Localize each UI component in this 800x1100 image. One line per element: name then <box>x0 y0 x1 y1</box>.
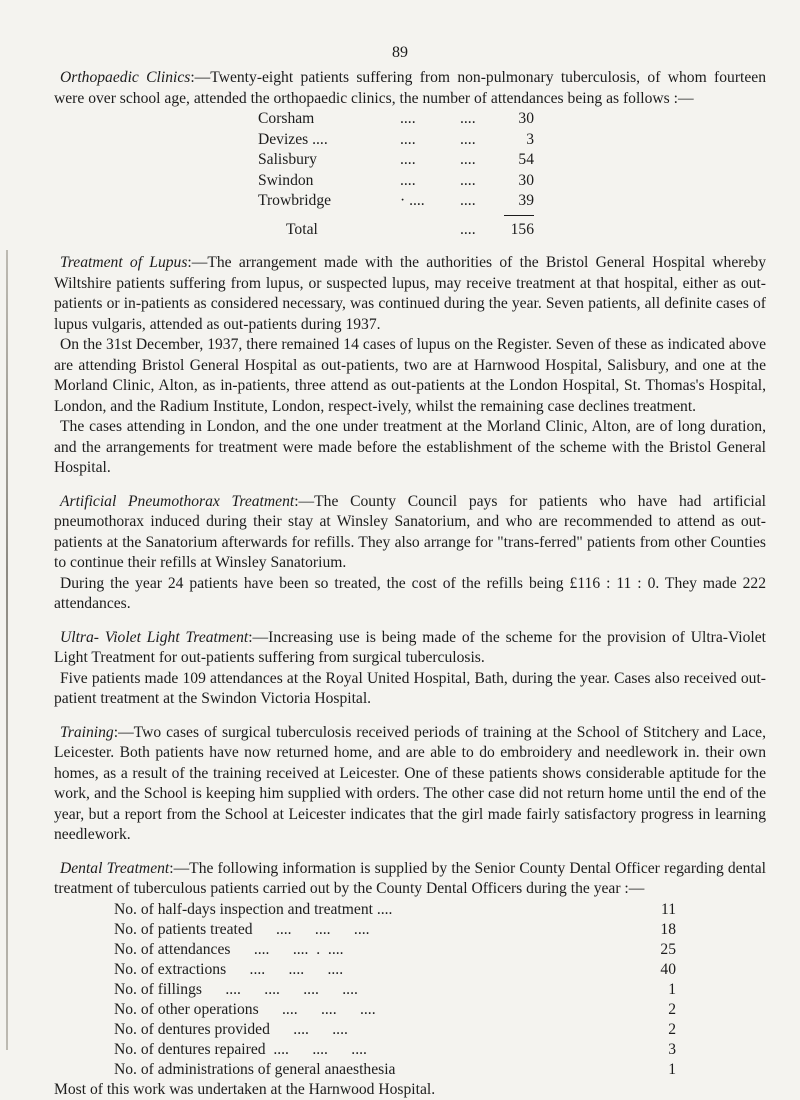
dental-item-label: No. of fillings .... .... .... .... <box>114 980 652 1000</box>
pneumothorax-heading: Artificial Pneumothorax Treatment <box>60 493 294 510</box>
table-row <box>114 980 676 1000</box>
dental-closing-line: Most of this work was undertaken at the Harnwood Hospital. <box>54 1080 766 1100</box>
attendance-value: 30 <box>504 171 534 192</box>
table-row <box>114 1060 676 1080</box>
leader-dots: .... <box>460 130 504 151</box>
document-body <box>54 68 766 1100</box>
dental-item-value: 2 <box>652 1000 676 1020</box>
lupus-text: :—The arrangement made with the authorities of the Bristol General Hospital whereby Wiltshire patients suffering from lupus, or suspected lupus, may receive treatment at that hospital, either as out-patients or in-patients as considered necessary, was continued during the year. Seven patients, all definite cases of lupus vulgaris, attended as out-patients during 1937. <box>54 254 766 333</box>
ultraviolet-paragraph <box>54 628 766 669</box>
attendance-value: 3 <box>504 130 534 151</box>
table-row <box>258 150 534 171</box>
dental-item-value: 18 <box>652 920 676 940</box>
dental-item-value: 3 <box>652 1040 676 1060</box>
dental-item-label: No. of dentures provided .... .... <box>114 1020 652 1040</box>
dental-item-value: 1 <box>652 980 676 1000</box>
lupus-register-paragraph: On the 31st December, 1937, there remained 14 cases of lupus on the Register. Seven of these as indicated above are attending Bristol General Hospital as out-patients, two are at Harnwood Hospital, Salisbury, and one at the Morland Clinic, Alton, as in-patients, three attend as out-patients at the London Hospital, St. Thomas's Hospital, London, and the Radium Institute, London, respect-ively, whilst the remaining case declines treatment. <box>54 335 766 417</box>
clinic-name: Corsham <box>258 109 400 130</box>
dental-heading: Dental Treatment <box>60 860 169 877</box>
table-row <box>114 1000 676 1020</box>
dental-item-label: No. of half-days inspection and treatment .... <box>114 900 652 920</box>
attendance-value: 39 <box>504 191 534 212</box>
dental-paragraph <box>54 859 766 900</box>
lupus-heading: Treatment of Lupus <box>60 254 187 271</box>
table-row <box>258 130 534 151</box>
orthopaedic-attendance-table <box>258 109 534 240</box>
clinic-name: Devizes .... <box>258 130 400 151</box>
leader-dots: .... <box>460 150 504 171</box>
orthopaedic-text: :—Twenty-eight patients suffering from non-pulmonary tuberculosis, of whom fourteen were over school age, attended the orthopaedic clinics, the number of attendances being as follows :— <box>54 69 766 107</box>
table-row <box>114 960 676 980</box>
ultraviolet-text: :—Increasing use is being made of the scheme for the provision of Ultra-Violet Light Treatment for out-patients suffering from surgical tuberculosis. <box>54 629 766 667</box>
total-row <box>258 220 534 241</box>
clinic-name: Swindon <box>258 171 400 192</box>
total-label: Total <box>258 220 400 241</box>
dental-item-value: 11 <box>652 900 676 920</box>
leader-dots: .... <box>400 109 460 130</box>
clinic-name: Salisbury <box>258 150 400 171</box>
dental-item-label: No. of extractions .... .... .... <box>114 960 652 980</box>
lupus-paragraph <box>54 253 766 335</box>
table-row <box>114 1040 676 1060</box>
page-number: 89 <box>0 44 800 62</box>
ultraviolet-heading: Ultra- Violet Light Treatment <box>60 629 248 646</box>
leader-dots: .... <box>460 109 504 130</box>
table-row <box>114 940 676 960</box>
training-text: :—Two cases of surgical tuberculosis received periods of training at the School of Stitchery and Lace, Leicester. Both patients have now returned home, and are able to do embroidery and needlework in. their own homes, as a result of the training received at Leicester. One of these patients shows considerable aptitude for the work, and the School is keeping him supplied with orders. The other case did not return home until the end of the year, but a report from the School at Leicester indicates that the girl made fairly satisfactory progress in learning needlework. <box>54 724 766 844</box>
dental-item-value: 25 <box>652 940 676 960</box>
pneumothorax-paragraph <box>54 492 766 574</box>
table-row <box>114 920 676 940</box>
orthopaedic-heading: Orthopaedic Clinics <box>60 69 190 86</box>
total-value: 156 <box>504 220 534 241</box>
dental-item-value: 2 <box>652 1020 676 1040</box>
ultraviolet-attendance-paragraph: Five patients made 109 attendances at the Royal United Hospital, Bath, during the year. Cases also received out-patient treatment at the Swindon Victoria Hospital. <box>54 669 766 710</box>
total-rule-row <box>258 212 534 220</box>
leader-dots: .... <box>400 150 460 171</box>
attendance-value: 54 <box>504 150 534 171</box>
dental-statistics-table <box>114 900 676 1080</box>
pneumothorax-cost-paragraph: During the year 24 patients have been so treated, the cost of the refills being £116 : 11 : 0. They made 222 attendances. <box>54 574 766 615</box>
table-row <box>258 109 534 130</box>
dental-item-label: No. of attendances .... .... . .... <box>114 940 652 960</box>
dental-item-label: No. of patients treated .... .... .... <box>114 920 652 940</box>
dental-item-value: 1 <box>652 1060 676 1080</box>
lupus-duration-paragraph: The cases attending in London, and the one under treatment at the Morland Clinic, Alton, are of long duration, and the arrangements for treatment were made before the establishment of the scheme with the Bristol General Hospital. <box>54 417 766 479</box>
training-heading: Training <box>60 724 114 741</box>
attendance-value: 30 <box>504 109 534 130</box>
table-row <box>114 1020 676 1040</box>
table-row <box>114 900 676 920</box>
leader-dots: .... <box>460 191 504 212</box>
table-row <box>258 191 534 212</box>
page-edge-shadow <box>6 250 8 1050</box>
leader-dots: .... <box>460 220 504 241</box>
total-rule <box>504 215 534 216</box>
leader-dots: .... <box>400 171 460 192</box>
pneumothorax-text: :—The County Council pays for patients who have had artificial pneumothorax induced during their stay at Winsley Sanatorium, and who are recommended to attend as out-patients at the Sanatorium afterwards for refills. They also arrange for "trans-ferred" patients from other Counties to continue their refills at Winsley Sanatorium. <box>54 493 766 572</box>
dental-text: :—The following information is supplied by the Senior County Dental Officer regarding dental treatment of tuberculous patients carried out by the County Dental Officers during the year :— <box>54 860 766 898</box>
table-row <box>258 171 534 192</box>
leader-dots: .... <box>460 171 504 192</box>
dental-item-label: No. of other operations .... .... .... <box>114 1000 652 1020</box>
leader-dots: .... <box>400 130 460 151</box>
orthopaedic-paragraph <box>54 68 766 109</box>
training-paragraph <box>54 723 766 846</box>
dental-item-value: 40 <box>652 960 676 980</box>
dental-item-label: No. of dentures repaired .... .... .... <box>114 1040 652 1060</box>
dental-item-label: No. of administrations of general anaesthesia <box>114 1060 652 1080</box>
leader-dots: · .... <box>400 191 460 212</box>
clinic-name: Trowbridge <box>258 191 400 212</box>
